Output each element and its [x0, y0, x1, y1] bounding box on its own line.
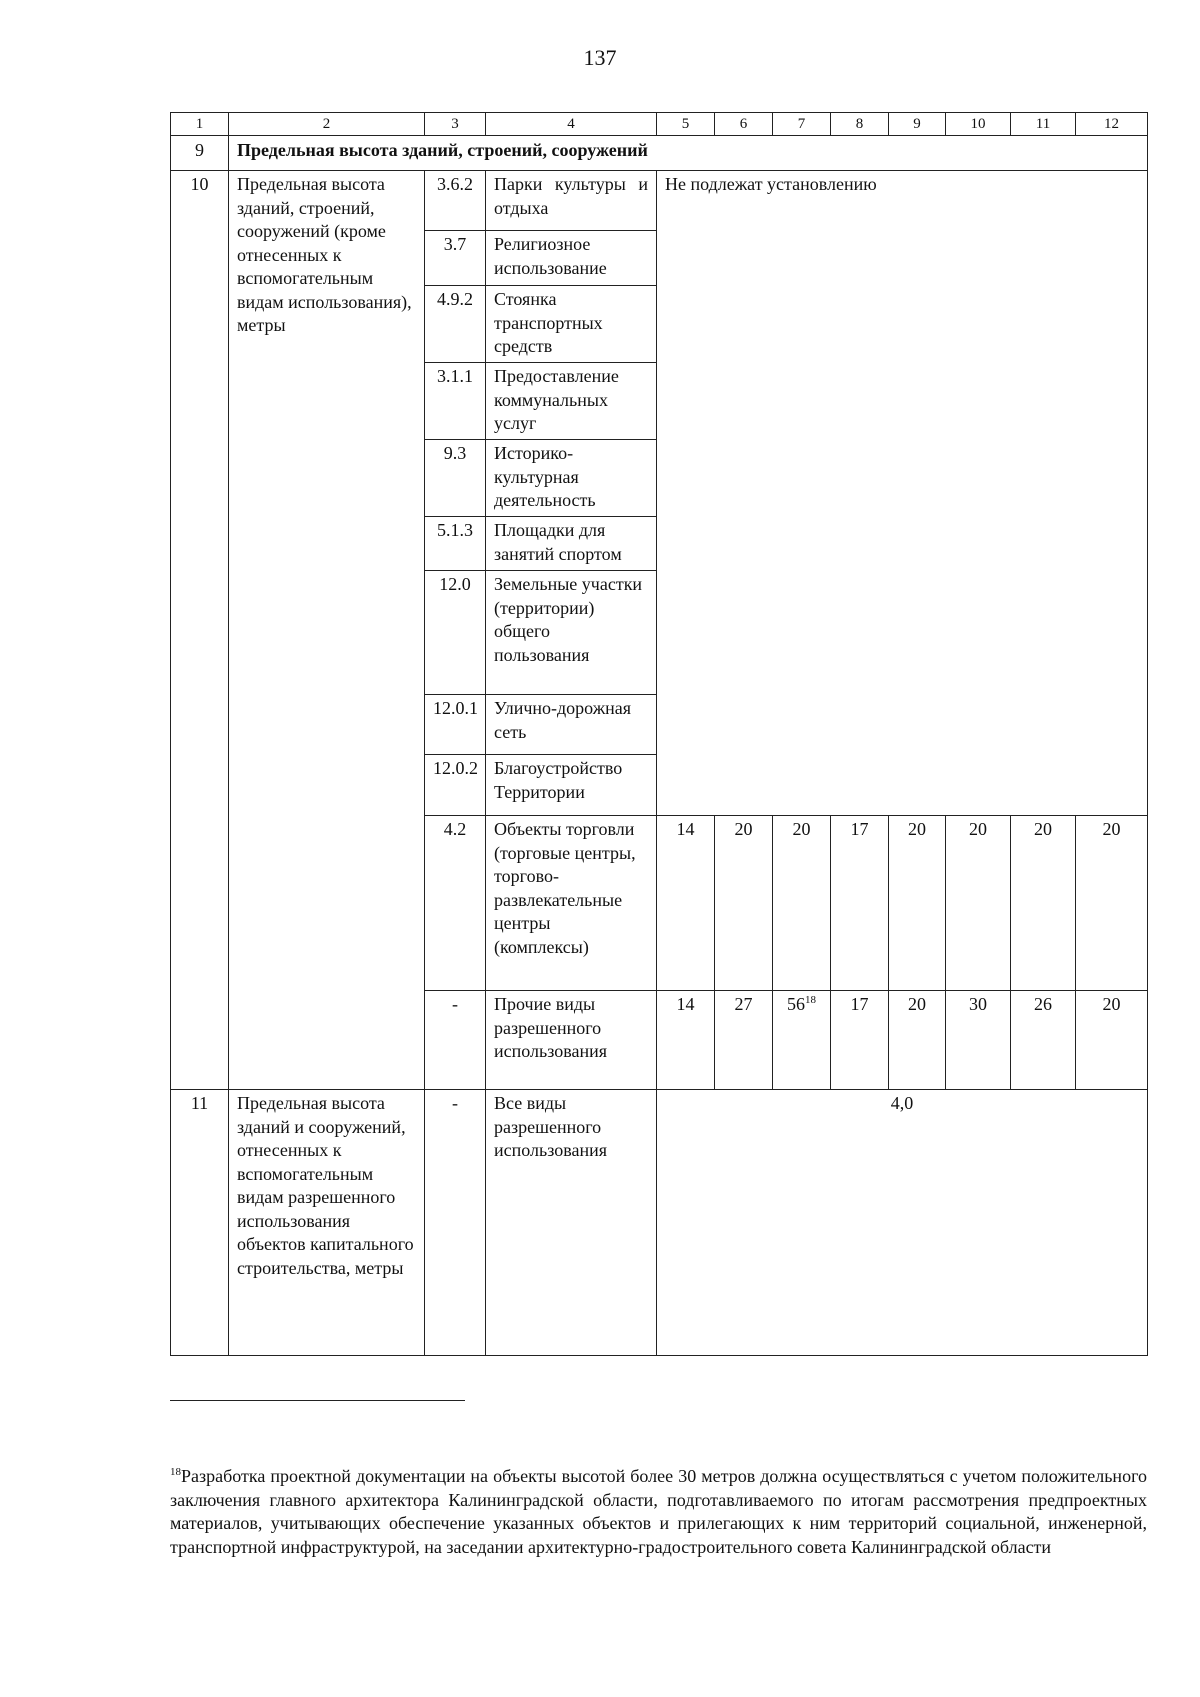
use-code: 3.6.2 [425, 171, 486, 231]
column-number-row [171, 113, 1148, 136]
use-name: Стоянка транспортных средств [486, 286, 657, 363]
use-code: 3.7 [425, 231, 486, 286]
use-code: - [425, 1090, 486, 1356]
section-row [171, 136, 1148, 171]
parameter-name: Предельная высота зданий и сооружений, отнесенных к вспомогательным видам разрешенного использования объектов капитального строительства, метры [229, 1090, 425, 1356]
column-number: 4 [486, 113, 657, 136]
not-set-cell: Не подлежат установлению [657, 171, 1148, 816]
column-number: 12 [1076, 113, 1148, 136]
zone-value: 20 [1076, 816, 1148, 991]
zone-value: 26 [1011, 991, 1076, 1090]
row-number: 11 [171, 1090, 229, 1356]
column-number: 5 [657, 113, 715, 136]
column-number: 8 [831, 113, 889, 136]
column-number: 6 [715, 113, 773, 136]
zone-value: 17 [831, 816, 889, 991]
use-code: 12.0 [425, 571, 486, 695]
use-code: 3.1.1 [425, 363, 486, 440]
zone-value: 20 [889, 816, 946, 991]
all-zones-value: 4,0 [657, 1090, 1148, 1356]
zone-value: 27 [715, 991, 773, 1090]
use-code: 5.1.3 [425, 517, 486, 571]
use-name: Объекты торговли (торговые центры, торгово-развлекательные центры (комплексы) [486, 816, 657, 991]
parameter-name: Предельная высота зданий, строений, сооружений (кроме отнесенных к вспомогательным видам использования), метры [229, 171, 425, 1090]
footnote [170, 1465, 1147, 1559]
column-number: 2 [229, 113, 425, 136]
row-number: 10 [171, 171, 229, 1090]
use-code: 9.3 [425, 440, 486, 517]
zone-value: 20 [773, 816, 831, 991]
use-code: 4.9.2 [425, 286, 486, 363]
page-number: 137 [583, 45, 617, 70]
use-name: Прочие виды разрешенного использования [486, 991, 657, 1090]
use-name: Предоставление коммунальных услуг [486, 363, 657, 440]
column-number: 7 [773, 113, 831, 136]
use-code: 12.0.2 [425, 755, 486, 816]
column-number: 1 [171, 113, 229, 136]
zone-value: 14 [657, 816, 715, 991]
use-name: Площадки для занятий спортом [486, 517, 657, 571]
column-number: 3 [425, 113, 486, 136]
section-number: 9 [171, 136, 229, 171]
zone-value [773, 991, 831, 1090]
footnote-mark: 18 [170, 1466, 181, 1478]
zone-value-text: 56 [787, 994, 805, 1014]
table-row [171, 1090, 1148, 1356]
table-row [171, 171, 1148, 231]
zone-value: 20 [889, 991, 946, 1090]
use-code: - [425, 991, 486, 1090]
use-name: Улично-дорожная сеть [486, 695, 657, 755]
use-name: Историко-культурная деятельность [486, 440, 657, 517]
use-name: Благоустройство Территории [486, 755, 657, 816]
section-title: Предельная высота зданий, строений, сооружений [229, 136, 1148, 171]
column-number: 9 [889, 113, 946, 136]
use-name: Религиозное использование [486, 231, 657, 286]
zone-value: 14 [657, 991, 715, 1090]
zone-value: 17 [831, 991, 889, 1090]
footnote-reference: 18 [805, 994, 816, 1006]
zone-value: 20 [1076, 991, 1148, 1090]
zone-value: 20 [946, 816, 1011, 991]
zone-value: 30 [946, 991, 1011, 1090]
footnote-separator [170, 1400, 465, 1401]
footnote-text: Разработка проектной документации на объекты высотой более 30 метров должна осуществляться с учетом положительного заключения главного архитектора Калининградской области, подготавливаемого по итогам рассмотрения предпроектных материалов, учитывающих обеспечение указанных объектов и прилегающих к ним территорий социальной, инженерной, транспортной инфраструктурой, на заседании архитектурно-градостроительного совета Калининградской области [170, 1466, 1147, 1557]
column-number: 10 [946, 113, 1011, 136]
use-code: 4.2 [425, 816, 486, 991]
use-name: Все виды разрешенного использования [486, 1090, 657, 1356]
use-code: 12.0.1 [425, 695, 486, 755]
column-number: 11 [1011, 113, 1076, 136]
use-name: Земельные участки (территории) общего пользования [486, 571, 657, 695]
zone-value: 20 [1011, 816, 1076, 991]
use-name: Парки культуры и отдыха [486, 171, 657, 231]
zone-value: 20 [715, 816, 773, 991]
regulations-table [170, 112, 1148, 1356]
